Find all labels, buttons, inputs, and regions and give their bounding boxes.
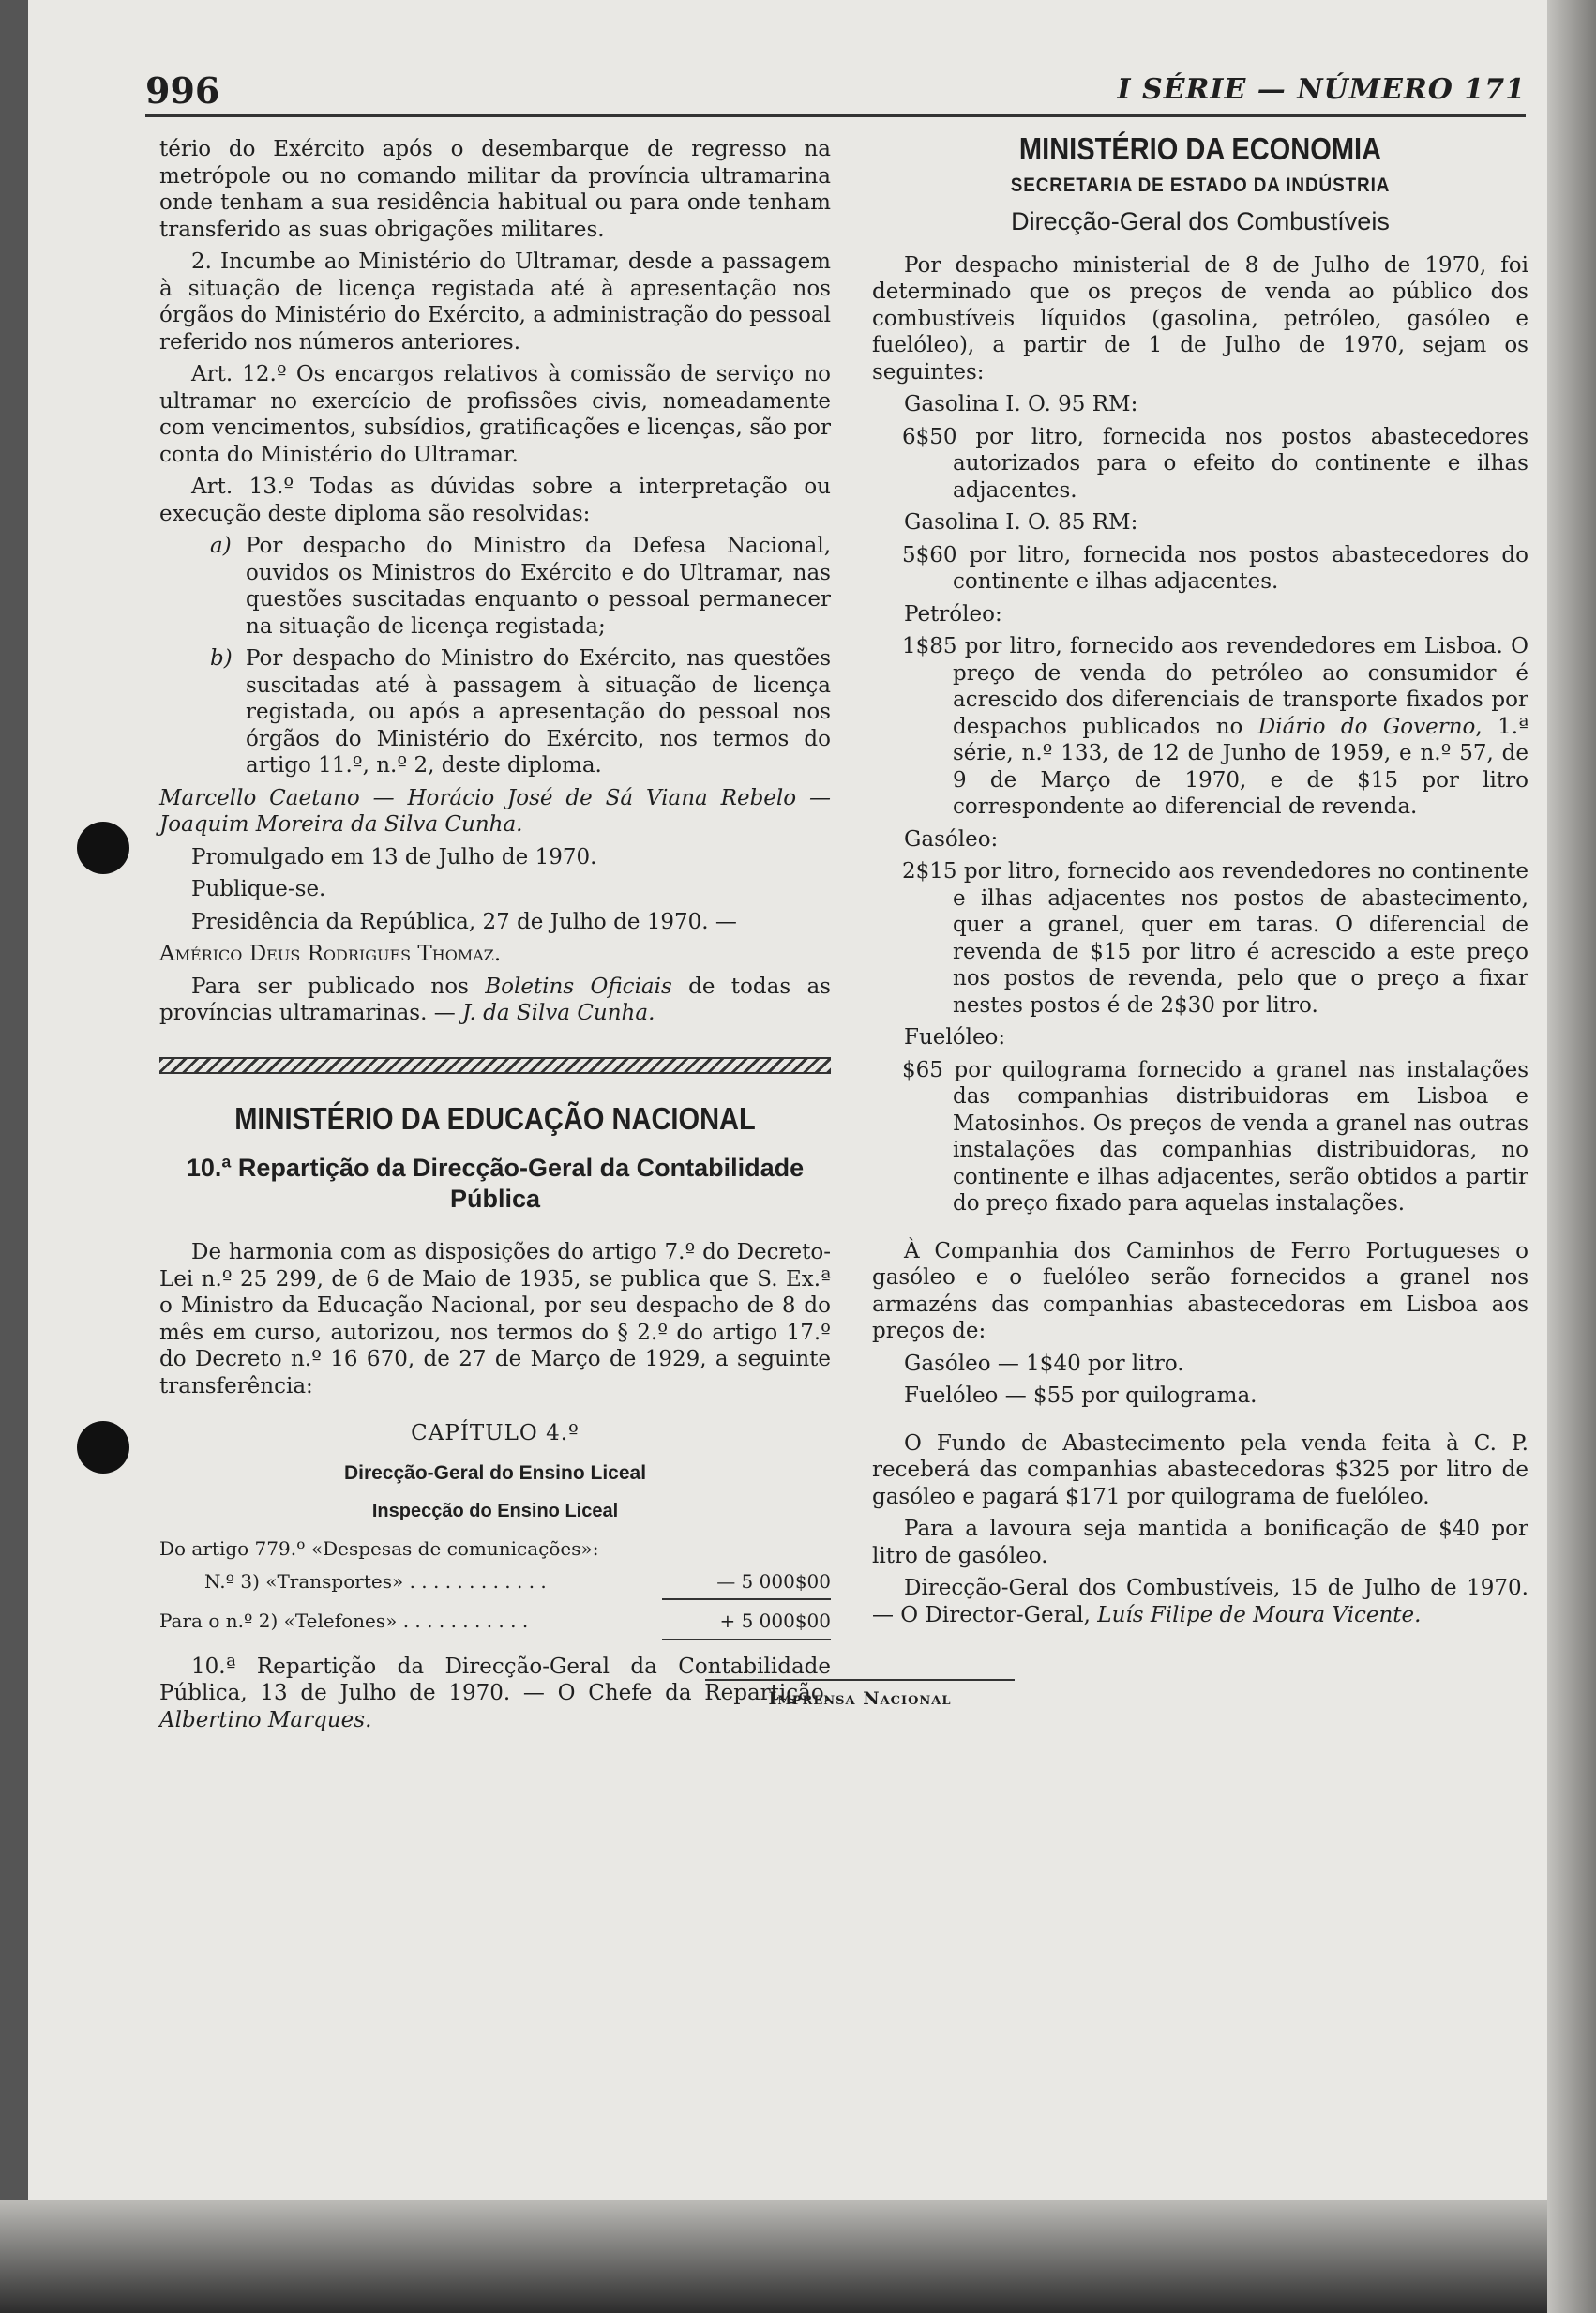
fuel-price: 2$15 por litro, fornecido aos revendedores no continente e ilhas adjacentes nos postos de abastecimento, quer a granel, quer em taras. O diferencial de revenda de $15 por litro é acrescido a este preço nos postos de revenda, pelo que o preço a fixar nestes postos é de 2$30 por litro. — [902, 859, 1528, 1018]
presidency-line: Presidência da República, 27 de Julho de 1970. — — [191, 909, 737, 934]
signatories: Marcello Caetano — Horácio José de Sá Viana Rebelo — Joaquim Moreira da Silva Cunha. — [159, 785, 831, 837]
ledger-label: N.º 3) «Transportes» . . . . . . . . . . . . — [204, 1569, 547, 1593]
left-column — [159, 136, 831, 1739]
fuel-price: 6$50 por litro, fornecida nos postos abastecedores autorizados para o efeito do continente e ilhas adjacentes. — [902, 424, 1528, 503]
department-heading: 10.ª Repartição da Direcção-Geral da Contabilidade Pública — [186, 1154, 805, 1213]
publication-order: Publique-se. — [191, 877, 326, 901]
ledger-label: Para o n.º 2) «Telefones» . . . . . . . . . . . — [159, 1610, 529, 1632]
closing-paragraph — [872, 1575, 1528, 1628]
imprint: Imprensa Nacional — [768, 1688, 952, 1709]
text: Diário do Governo — [1257, 714, 1476, 739]
paragraph: 2. Incumbe ao Ministério do Ultramar, desde a passagem à situação de licença registada até à apresentação nos órgãos do Ministério do Exército, a administração do pessoal referido nos números anteriores. — [159, 249, 831, 355]
spacer — [872, 1415, 1528, 1430]
fuel-label: Petróleo: — [904, 601, 1002, 627]
text: Direcção-Geral dos Combustíveis, 15 de Julho de 1970. — O Director-Geral, — [872, 1576, 1528, 1627]
page-number: 996 — [145, 69, 220, 112]
text: Luís Filipe de Moura Vicente. — [1097, 1602, 1422, 1627]
ledger-row — [159, 1608, 831, 1640]
secretariat-heading: SECRETARIA DE ESTADO DA INDÚSTRIA — [1010, 174, 1391, 196]
directorate-heading: Direcção-Geral do Ensino Liceal — [343, 1461, 647, 1484]
publication-note — [159, 974, 831, 1027]
fuel-label: Fuelóleo: — [904, 1025, 1006, 1050]
text: 1$85 por litro, fornecido aos revendedores em Lisboa. O preço de venda do petróleo ao consumidor é acrescido dos diferenciais de transporte fixados por despachos publicados no — [902, 634, 1528, 739]
fuel-price: $65 por quilograma fornecido a granel nas instalações das companhias distribuidoras em Lisboa e Matosinhos. Os preços de venda a granel nas outras instalações das companhias distribuidoras, no continente e ilhas adjacentes, serão obtidos a partir do preço fixado para aquelas instalações. — [902, 1057, 1528, 1216]
text: de todas as províncias ultramarinas. — — [159, 974, 831, 1025]
item-text: Por despacho do Ministro do Exército, nas questões suscitadas até à passagem à situação de licença registada, ou após a apresentação do pessoal nos órgãos do Ministério do Exército, nos termos do artigo 11.º, n.º 2, deste diploma. — [246, 646, 831, 778]
fuel-price — [872, 633, 1528, 821]
price-line: Fuelóleo — $55 por quilograma. — [904, 1383, 1257, 1408]
right-column — [872, 131, 1528, 1634]
list-item — [159, 533, 831, 640]
item-text: Por despacho do Ministro da Defesa Nacional, ouvidos os Ministros do Exército e do Ultramar, nas questões suscitadas enquanto o pessoal permanecer na situação de licença registada; — [246, 534, 831, 639]
paragraph: De harmonia com as disposições do artigo 7.º do Decreto-Lei n.º 25 299, de 6 de Maio de 1935, se publica que S. Ex.ª o Ministro da Educação Nacional, por seu despacho de 8 do mês em curso, autorizou, nos termos do § 2.º do artigo 17.º do Decreto n.º 16 670, de 27 de Março de 1929, a seguinte transferência: — [159, 1240, 831, 1398]
paragraph: Para a lavoura seja mantida a bonificação de $40 por litro de gasóleo. — [872, 1517, 1528, 1568]
paragraph: À Companhia dos Caminhos de Ferro Portugueses o gasóleo e o fuelóleo serão fornecidos a granel nos armazéns das companhias abastecedoras em Lisboa aos preços de: — [872, 1238, 1528, 1343]
punch-hole — [77, 822, 129, 874]
page-header — [145, 69, 1526, 117]
fuel-label: Gasolina I. O. 95 RM: — [904, 392, 1138, 416]
ministry-heading: MINISTÉRIO DA EDUCAÇÃO NACIONAL — [234, 1100, 756, 1136]
chapter-heading: CAPÍTULO 4.º — [411, 1421, 580, 1445]
section-divider — [159, 1057, 831, 1074]
text: , 1.ª série, n.º 133, de 12 de Junho de 1959, e n.º 57, de 9 de Março de 1970, e de $15 por litro correspondente ao diferencial de revenda. — [953, 714, 1528, 819]
paragraph: tério do Exército após o desembarque de regresso na metrópole ou no comando militar da província ultramarina onde tenham a sua residência habitual ou para onde tenham transferido as suas obrigações militares. — [159, 137, 831, 242]
inspection-heading: Inspecção do Ensino Liceal — [371, 1501, 619, 1521]
price-line: Gasóleo — 1$40 por litro. — [904, 1351, 1184, 1376]
paragraph: O Fundo de Abastecimento pela venda feita à C. P. receberá das companhias abastecedoras $325 por litro de gasóleo e pagará $171 por quilograma de fuelóleo. — [872, 1430, 1528, 1509]
text: Para ser publicado nos — [191, 974, 486, 999]
promulgation-date: Promulgado em 13 de Julho de 1970. — [191, 844, 597, 869]
spacer — [872, 1223, 1528, 1238]
ministry-heading: MINISTÉRIO DA ECONOMIA — [1018, 131, 1382, 166]
footer-rule — [705, 1679, 1015, 1681]
article-line: Do artigo 779.º «Despesas de comunicações»: — [159, 1536, 599, 1560]
ledger-amount: — 5 000$00 — [662, 1568, 831, 1601]
ledger-row — [159, 1568, 831, 1601]
text: Albertino Marques. — [159, 1707, 372, 1732]
scan-shadow — [0, 2200, 1596, 2313]
paragraph: Art. 12.º Os encargos relativos à comissão de serviço no ultramar no exercício de profissões civis, nomeadamente com vencimentos, subsídios, gratificações e licenças, são por conta do Ministério do Ultramar. — [159, 362, 831, 467]
series-number: I SÉRIE — NÚMERO 171 — [1117, 73, 1526, 106]
fuel-label: Gasóleo: — [904, 826, 999, 852]
item-label: a) — [210, 534, 232, 558]
fuel-label: Gasolina I. O. 85 RM: — [904, 510, 1138, 535]
fuel-price: 5$60 por litro, fornecida nos postos abastecedores do continente e ilhas adjacentes. — [902, 542, 1528, 594]
item-label: b) — [210, 646, 233, 671]
text: 10.ª Repartição da Direcção-Geral da Contabilidade Pública, 13 de Julho de 1970. — O Chefe da Repartição, — [159, 1654, 831, 1705]
text: J. da Silva Cunha. — [462, 1001, 655, 1025]
president-name: Américo Deus Rodrigues Thomaz. — [159, 942, 502, 966]
text: Boletins Oficiais — [485, 974, 672, 999]
paragraph: Art. 13.º Todas as dúvidas sobre a interpretação ou execução deste diploma são resolvidas: — [159, 475, 831, 526]
ledger-amount: + 5 000$00 — [662, 1608, 831, 1640]
punch-hole — [77, 1421, 129, 1474]
paragraph: Por despacho ministerial de 8 de Julho de 1970, foi determinado que os preços de venda ao público dos combustíveis líquidos (gasolina, petróleo, gasóleo e fuelóleo), a partir de 1 de Julho de 1970, sejam os seguintes: — [872, 252, 1528, 385]
list-item — [159, 645, 831, 779]
directorate-heading: Direcção-Geral dos Combustíveis — [1011, 207, 1390, 235]
